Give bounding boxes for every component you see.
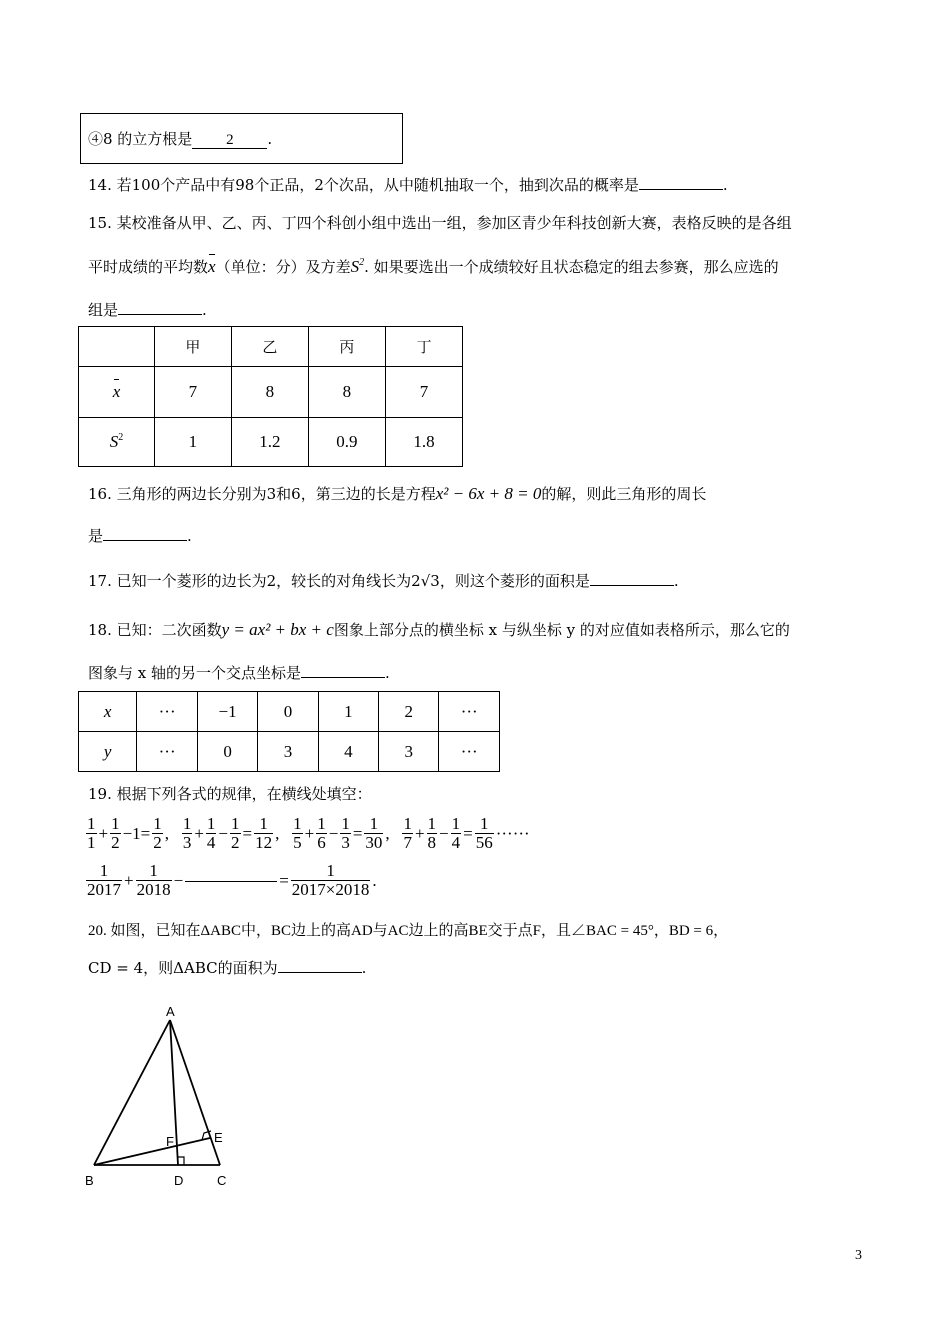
- label-c: C: [217, 1173, 227, 1188]
- q16-blank: [103, 526, 187, 541]
- q18-blank: [301, 663, 385, 678]
- q15-line2: 平时成绩的平均数x（单位：分）及方差$S^2$. 如果要选出一个成绩较好且状态稳定的组去参赛，那么应选的: [88, 257, 779, 276]
- q17-blank: [590, 571, 674, 586]
- q14-blank: [639, 175, 723, 190]
- q16-line2: 是 .: [88, 527, 192, 545]
- q16-equation: x² − 6x + 8 = 0: [435, 484, 542, 503]
- label-e: E: [214, 1130, 223, 1145]
- q19-line: 19. 根据下列各式的规律，在横线处填空：: [88, 785, 372, 803]
- q20-blank: [278, 958, 362, 973]
- q20-line2: CD = 4，则ΔABC的面积为 .: [88, 959, 367, 977]
- side-ab: [94, 1020, 170, 1165]
- label-f: F: [166, 1134, 174, 1149]
- q18-line1: 18. 已知：二次函数y = ax² + bx + c图象上部分点的横坐标 x 与纵坐标 y 的对应值如表格所示，那么它的: [88, 620, 790, 639]
- q18-table: [78, 691, 500, 772]
- box-answer: 2: [192, 132, 267, 149]
- q15-blank: [118, 300, 202, 315]
- q19-question: $\frac{1}{2017}$ + $\frac{1}{2018}$ − = $\frac{1}{2017\times 2018}$ .: [87, 861, 377, 899]
- table-row: y ··· 0 3 4 3 ···: [79, 732, 500, 772]
- q19-pattern: $\frac{1}{1}$ + $\frac{1}{2}$ −1= $\frac{1}{2}$ , $\frac{1}{3}$ + $\frac{1}{4}$ − $\frac{1}{2}$ = $\frac{1}{12}$ , $\frac{1}{5}$ + $\frac{1}{6}$ − $\frac{1}{3}$ = $\frac{1}{30}$ , $\frac{1}{7}$ + $\frac{1}{8}$ − $\frac{1}{4}$ = $\frac{1}{56}$ ······: [87, 814, 530, 852]
- box-text: ④8 的立方根是: [88, 130, 193, 148]
- q19-blank: [185, 880, 277, 882]
- box-line: ④8 的立方根是 2 .: [88, 130, 273, 148]
- page-number: 3: [855, 1248, 862, 1263]
- variance-symbol: $S^2$: [350, 257, 365, 276]
- q17: 17. 已知一个菱形的边长为2，较长的对角线长为2√3，则这个菱形的面积是 .: [88, 572, 679, 590]
- q18-equation: y = ax² + bx + c: [221, 620, 334, 639]
- q14: 14. 若100个产品中有98个正品，2个次品，从中随机抽取一个，抽到次品的概率是 .: [88, 176, 728, 194]
- label-d: D: [174, 1173, 184, 1188]
- q15-line1: 15. 某校准备从甲、乙、丙、丁四个科创小组中选出一组，参加区青少年科技创新大赛，表格反映的是各组: [88, 214, 792, 232]
- label-b: B: [85, 1173, 94, 1188]
- label-a: A: [166, 1004, 175, 1019]
- mean-symbol: x: [208, 257, 216, 276]
- table-row: x 7 8 8 7: [79, 367, 463, 418]
- q15-table: [78, 326, 463, 467]
- q20-line1: 20. 如图，已知在ΔABC中，BC边上的高AD与AC边上的高BE交于点F，且∠BAC = 45°，BD = 6，: [88, 923, 729, 939]
- table-row: 甲 乙 丙 丁: [79, 327, 463, 367]
- table-row: x ··· −1 0 1 2 ···: [79, 692, 500, 732]
- table-row: $S^2$ 1 1.2 0.9 1.8: [79, 418, 463, 467]
- triangle-figure: [80, 1000, 260, 1200]
- q18-line2: 图象与 x 轴的另一个交点坐标是 .: [88, 664, 390, 682]
- altitude-be: [94, 1138, 210, 1165]
- q15-line3: 组是 .: [88, 301, 207, 319]
- q16-line1: 16. 三角形的两边长分别为3和6，第三边的长是方程x² − 6x + 8 = 0的解，则此三角形的周长: [88, 484, 707, 503]
